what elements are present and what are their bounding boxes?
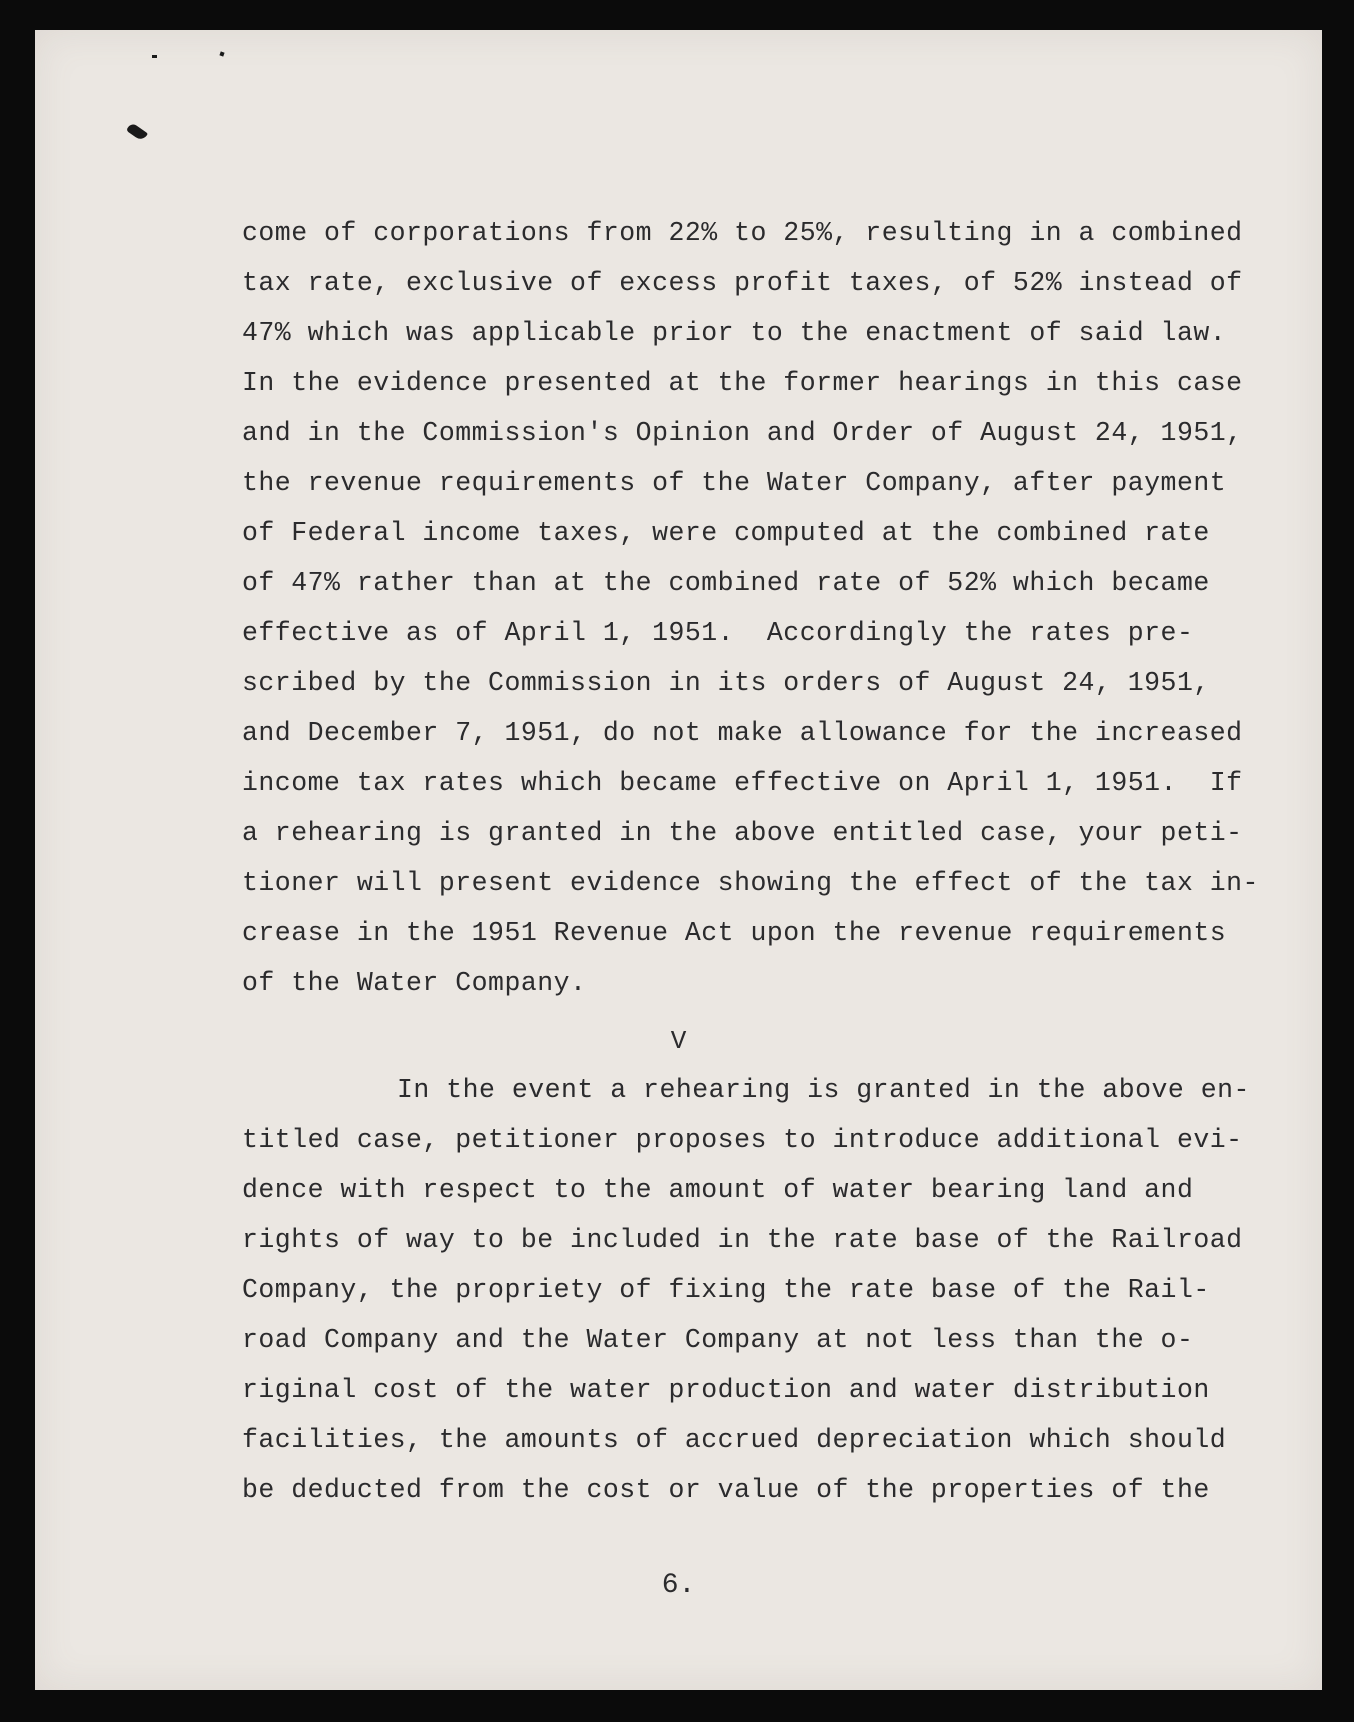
text-line: In the evidence presented at the former hearings in this case bbox=[242, 368, 1243, 398]
punch-mark-small-2 bbox=[219, 51, 224, 56]
text-line: tioner will present evidence showing the effect of the tax in- bbox=[242, 868, 1259, 898]
text-line: titled case, petitioner proposes to introduce additional evi- bbox=[242, 1125, 1243, 1155]
text-line: 47% which was applicable prior to the enactment of said law. bbox=[242, 318, 1227, 348]
text-line: effective as of April 1, 1951. Accordingly the rates pre- bbox=[242, 618, 1194, 648]
text-line: be deducted from the cost or value of the properties of the bbox=[242, 1475, 1210, 1505]
text-line: riginal cost of the water production and water distribution bbox=[242, 1375, 1210, 1405]
text-line: income tax rates which became effective on April 1, 1951. If bbox=[242, 768, 1243, 798]
text-line: a rehearing is granted in the above entitled case, your peti- bbox=[242, 818, 1243, 848]
text-line: come of corporations from 22% to 25%, resulting in a combined bbox=[242, 218, 1243, 248]
text-line: facilities, the amounts of accrued depreciation which should bbox=[242, 1425, 1227, 1455]
text-line: road Company and the Water Company at not less than the o- bbox=[242, 1325, 1194, 1355]
text-line: crease in the 1951 Revenue Act upon the revenue requirements bbox=[242, 918, 1227, 948]
document-page bbox=[35, 30, 1322, 1690]
text-line: rights of way to be included in the rate base of the Railroad bbox=[242, 1225, 1243, 1255]
text-line: tax rate, exclusive of excess profit taxes, of 52% instead of bbox=[242, 268, 1243, 298]
section-heading: V bbox=[670, 1026, 687, 1056]
text-line: In the event a rehearing is granted in the above en- bbox=[397, 1075, 1250, 1105]
text-line: of 47% rather than at the combined rate of 52% which became bbox=[242, 568, 1210, 598]
punch-mark-small-1 bbox=[152, 55, 157, 58]
text-line: scribed by the Commission in its orders of August 24, 1951, bbox=[242, 668, 1210, 698]
page-number: 6. bbox=[661, 1570, 696, 1601]
text-line: the revenue requirements of the Water Company, after payment bbox=[242, 468, 1227, 498]
text-line: of the Water Company. bbox=[242, 968, 587, 998]
text-line: Company, the propriety of fixing the rate base of the Rail- bbox=[242, 1275, 1210, 1305]
punch-mark-large bbox=[126, 122, 148, 142]
text-line: and in the Commission's Opinion and Order of August 24, 1951, bbox=[242, 418, 1243, 448]
text-line: of Federal income taxes, were computed at the combined rate bbox=[242, 518, 1210, 548]
text-line: and December 7, 1951, do not make allowance for the increased bbox=[242, 718, 1243, 748]
text-line: dence with respect to the amount of water bearing land and bbox=[242, 1175, 1194, 1205]
